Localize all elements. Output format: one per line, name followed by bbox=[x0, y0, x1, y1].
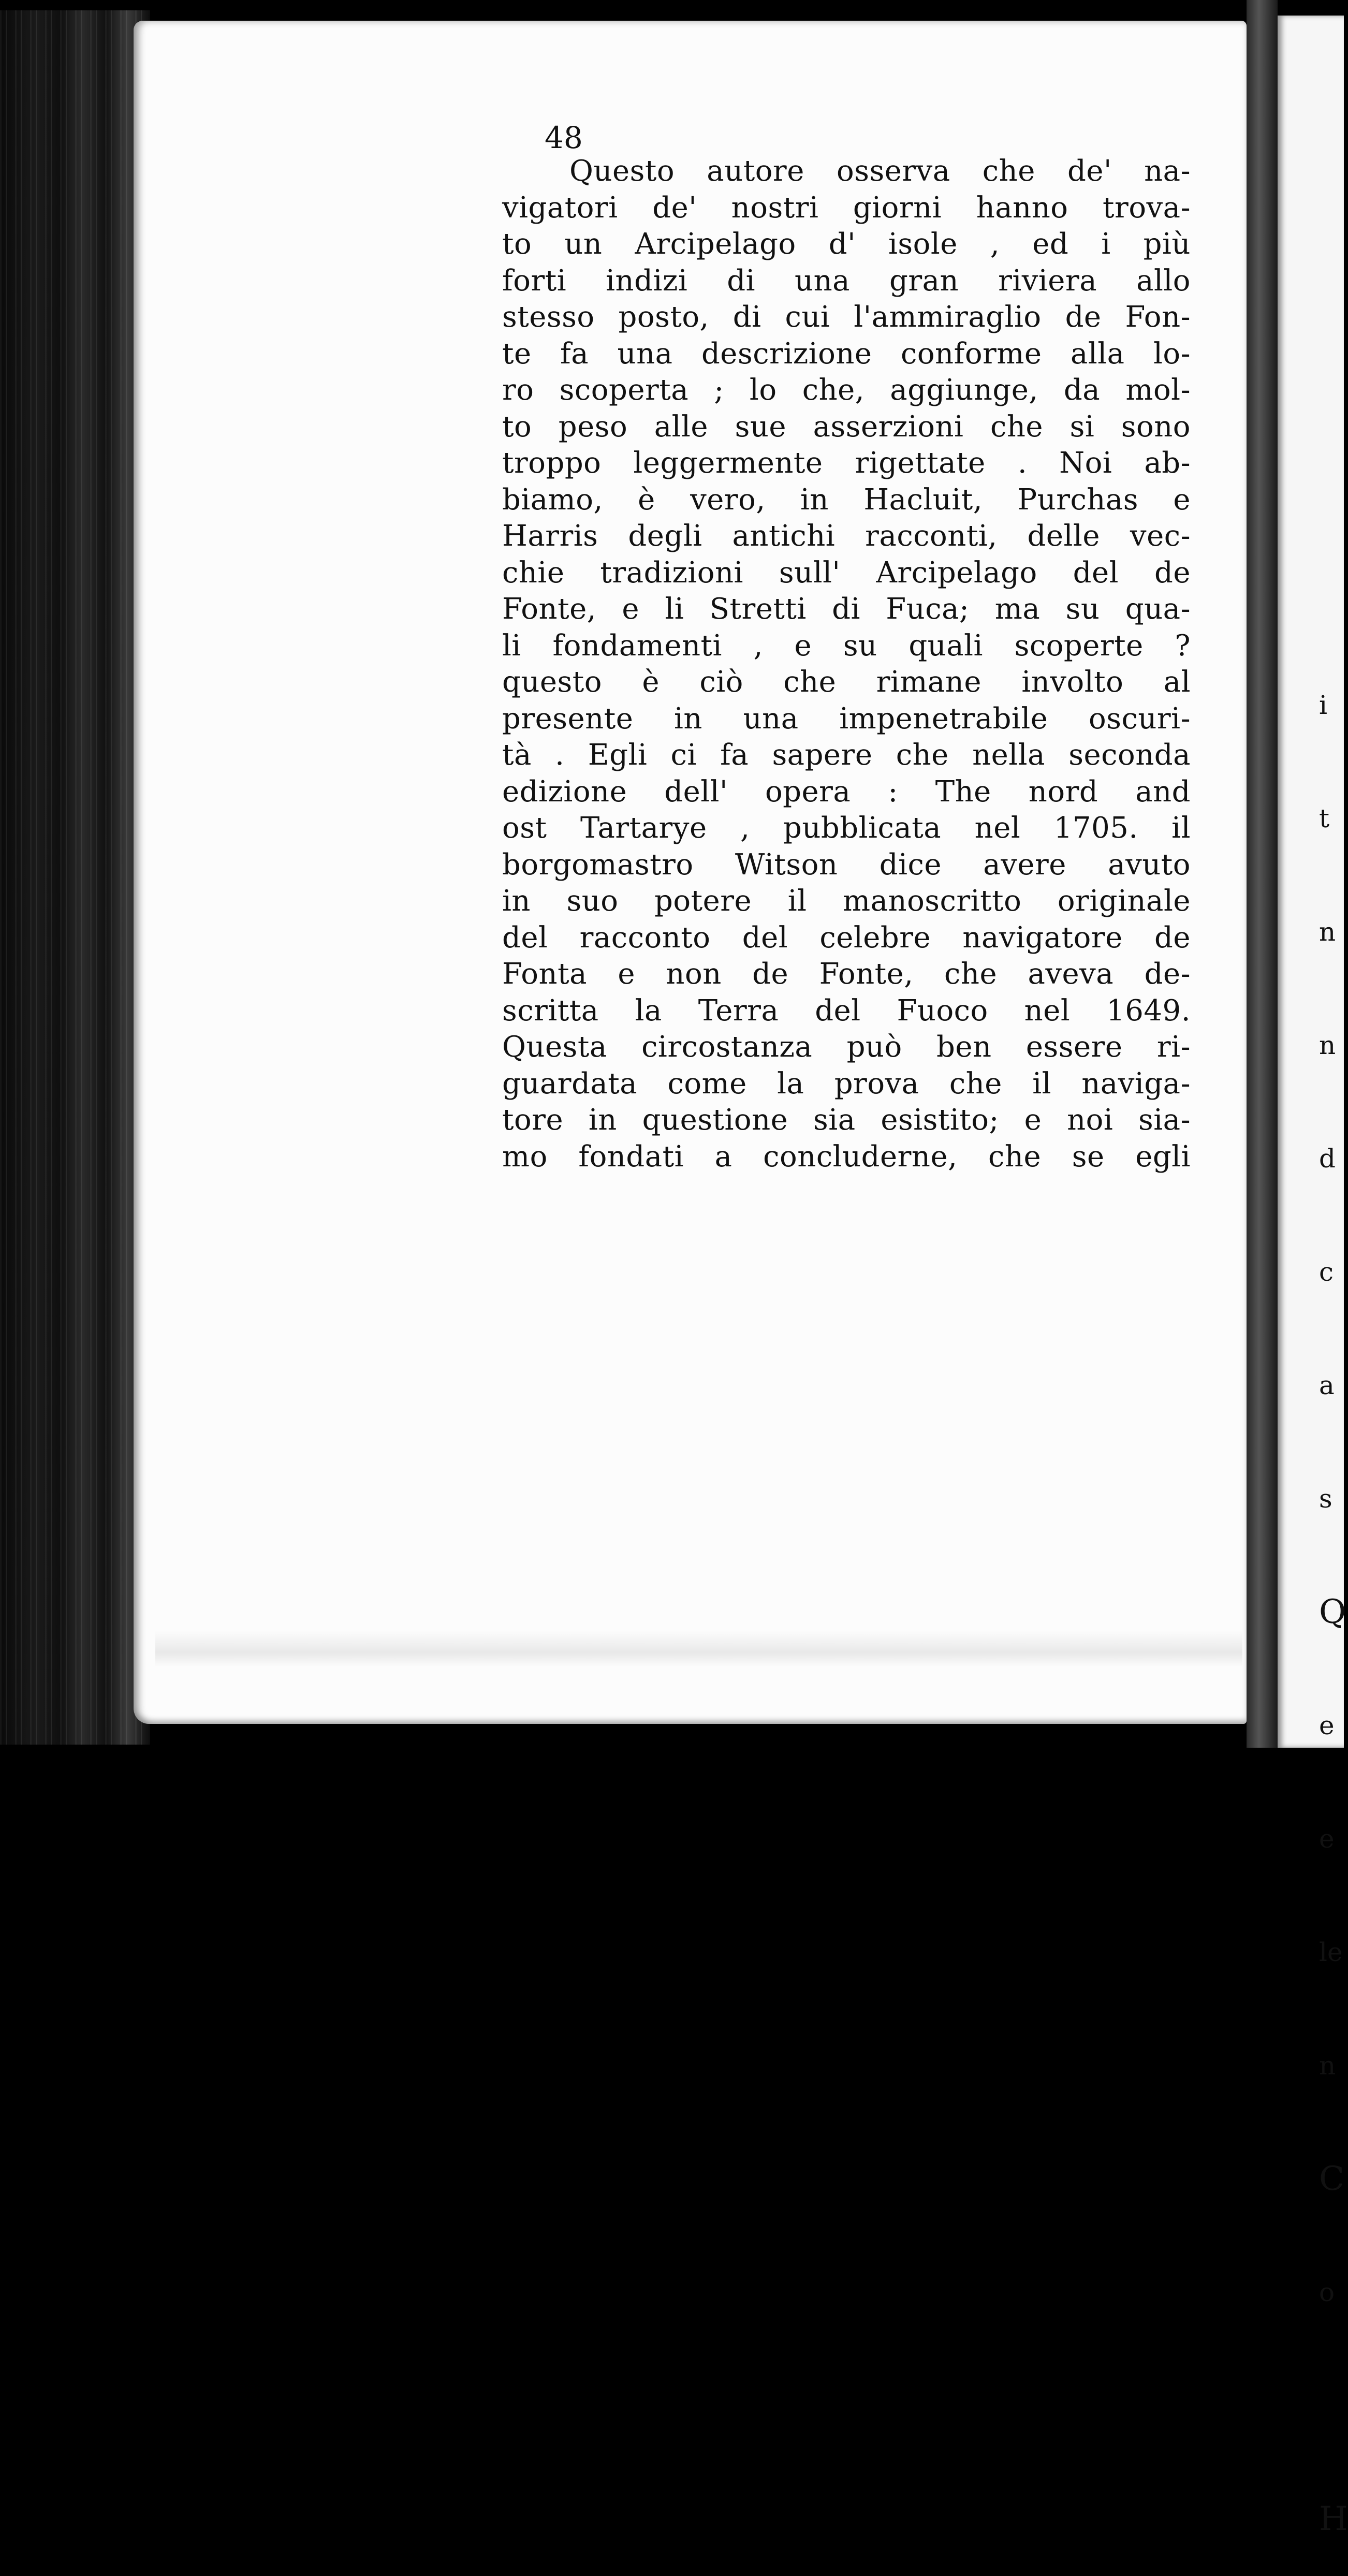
fragment-letter: e bbox=[1319, 1710, 1335, 1740]
fragment-letter: H bbox=[1319, 2500, 1348, 2538]
text-line: Questo autore osserva che de' na- bbox=[569, 154, 1191, 188]
fragment-letter: o bbox=[1319, 2277, 1335, 2307]
fragment-letter: t bbox=[1319, 803, 1330, 833]
text-line: del racconto del celebre navigatore de bbox=[502, 920, 1191, 955]
text-line: forti indizi di una gran riviera allo bbox=[502, 264, 1191, 298]
text-line: tore in questione sia esistito; e noi sia- bbox=[502, 1103, 1191, 1137]
fragment-letter: i bbox=[1319, 690, 1327, 720]
text-line: borgomastro Witson dice avere avuto bbox=[502, 847, 1191, 882]
fragment-letter: le bbox=[1319, 1937, 1343, 1967]
text-line: tà . Egli ci fa sapere che nella seconda bbox=[502, 738, 1191, 772]
text-line: ost Tartarye , pubblicata nel 1705. il bbox=[502, 811, 1191, 845]
fragment-letter: n bbox=[1319, 2051, 1336, 2081]
fragment-letter: e bbox=[1319, 1824, 1335, 1854]
fragment-letter: d bbox=[1319, 1144, 1336, 1174]
text-line: te fa una descrizione conforme alla lo- bbox=[502, 336, 1191, 371]
text-line: Fonta e non de Fonte, che aveva de- bbox=[502, 957, 1191, 991]
page-number: 48 bbox=[545, 120, 583, 155]
fragment-letter: c bbox=[1319, 1257, 1334, 1287]
fragment-letter: a bbox=[1319, 1370, 1335, 1400]
book-edge bbox=[0, 10, 150, 1745]
text-line: chie tradizioni sull' Arcipelago del de bbox=[502, 555, 1191, 590]
text-line: Harris degli antichi racconti, delle vec- bbox=[502, 519, 1191, 553]
text-line: in suo potere il manoscritto originale bbox=[502, 884, 1191, 918]
text-line: to peso alle sue asserzioni che si sono bbox=[502, 409, 1191, 444]
text-line: stesso posto, di cui l'ammiraglio de Fon- bbox=[502, 300, 1191, 334]
fragment-letter: Q bbox=[1319, 1593, 1346, 1631]
fragment-letter: n bbox=[1319, 917, 1336, 947]
scan-border-top bbox=[0, 0, 1344, 21]
text-line: guardata come la prova che il naviga- bbox=[502, 1066, 1191, 1101]
text-line: scritta la Terra del Fuoco nel 1649. bbox=[502, 993, 1191, 1028]
text-line: Questa circostanza può ben essere ri- bbox=[502, 1030, 1191, 1064]
fragment-letter: s bbox=[1319, 1484, 1332, 1514]
text-line: to un Arcipelago d' isole , ed i più bbox=[502, 227, 1191, 261]
page-shadow bbox=[155, 1631, 1242, 1667]
text-line: questo è ciò che rimane involto al bbox=[502, 665, 1191, 699]
text-line: Fonte, e li Stretti di Fuca; ma su qua- bbox=[502, 592, 1191, 626]
text-line: vigatori de' nostri giorni hanno trova- bbox=[502, 191, 1191, 225]
text-line: biamo, è vero, in Hacluit, Purchas e bbox=[502, 482, 1191, 517]
fragment-letter bbox=[1319, 2387, 1348, 2425]
fragment-letter: n bbox=[1319, 1030, 1336, 1060]
fragment-letter: C bbox=[1319, 2160, 1344, 2198]
text-line: li fondamenti , e su quali scoperte ? bbox=[502, 628, 1191, 663]
text-line: mo fondati a concluderne, che se egli bbox=[502, 1139, 1191, 1174]
book-gutter bbox=[1247, 0, 1278, 1748]
text-line: ro scoperta ; lo che, aggiunge, da mol- bbox=[502, 373, 1191, 407]
text-line: troppo leggermente rigettate . Noi ab- bbox=[502, 446, 1191, 480]
text-line: edizione dell' opera : The nord and bbox=[502, 774, 1191, 809]
text-line: presente in una impenetrabile oscuri- bbox=[502, 701, 1191, 736]
page-body-text bbox=[502, 153, 1191, 1175]
facing-page-fragment bbox=[1319, 611, 1348, 2576]
